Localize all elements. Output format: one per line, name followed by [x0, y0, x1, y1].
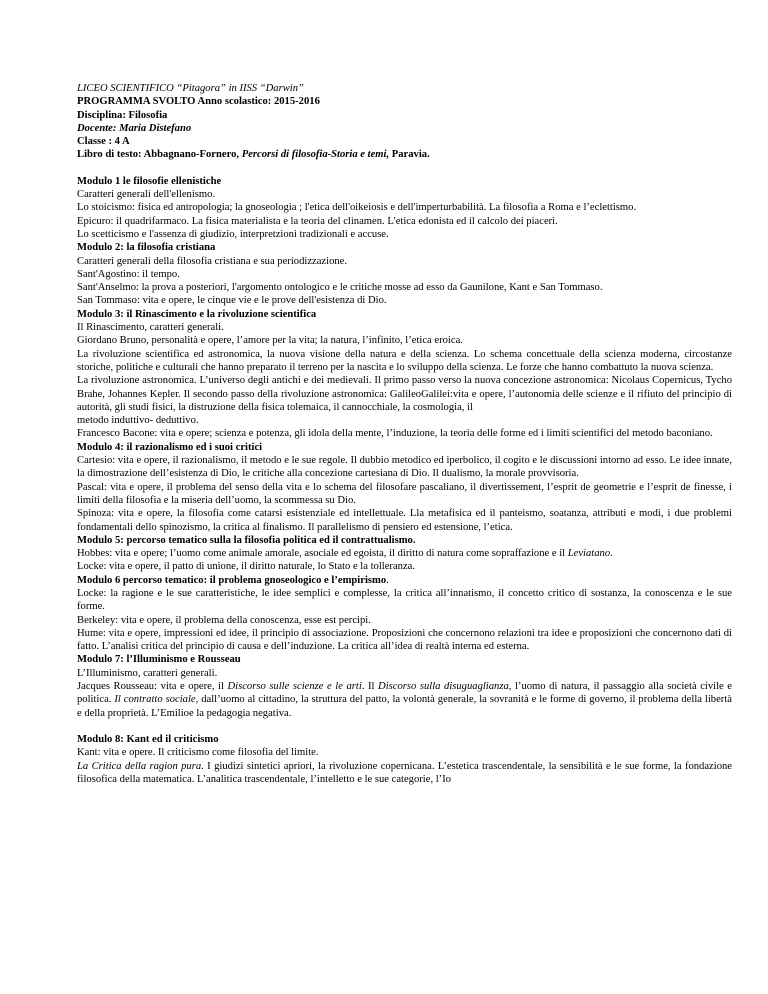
textbook-title: Percorsi di filosofia-Storia e temi, — [241, 149, 390, 161]
textbook-publisher: Paravia. — [389, 149, 430, 161]
document-header — [77, 82, 732, 162]
module-6-paragraph: Locke: la ragione e le sue caratteristiche, le idee semplici e complesse, la critica all’innatismo, il concetto critico di sostanza, la conoscenza e le sue forme. — [77, 587, 732, 613]
work-title: La Critica della ragion pura — [77, 760, 202, 772]
module-6-title-end: . — [386, 574, 389, 586]
module-3-line: Giordano Bruno, personalità e opere, l’amore per la vita; la natura, l’infinito, l’etica eroica. — [77, 335, 463, 347]
module-2-line: Sant'Anselmo: la prova a posteriori, l'argomento ontologico e le critiche mosse ad esso da Gaunilone, Kant e San Tommaso. — [77, 282, 603, 294]
module-7-title: Modulo 7: l’Illuminismo e Rousseau — [77, 654, 241, 666]
module-8-title: Modulo 8: Kant ed il criticismo — [77, 733, 219, 745]
module-2 — [77, 241, 732, 307]
module-4-paragraph: Pascal: vita e opere, il problema del senso della vita e lo schema del filosofare pascaliano, il divertissement, l’esprit de geometrie e l’esprit de finesse, i limiti della filosofia e la miseria dell’uomo, la scommessa su Dio. — [77, 481, 732, 506]
module-8 — [77, 733, 732, 786]
module-7 — [77, 653, 732, 719]
work-title: Il contratto sociale — [114, 694, 196, 706]
subject-line: Disciplina: Filosofia — [77, 109, 168, 121]
module-3 — [77, 308, 732, 441]
work-title: Discorso sulle scienze e le arti — [227, 681, 362, 693]
module-4-paragraph: Cartesio: vita e opere, il razionalismo, il metodo e le sue regole. Il dubbio metodico ed iperbolico, il cogito e le discussioni intorno ad esso. Le idee innate, la dimostrazione dell’esistenza di Dio, le critiche alla concezione cartesiana di Dio. Il dualismo, la morale provvisoria. — [77, 455, 732, 480]
module-7-paragraph — [77, 680, 732, 720]
module-5-line — [77, 547, 732, 560]
school-name: LICEO SCIENTIFICO “Pitagora” in IISS “Darwin” — [77, 83, 304, 94]
module-5-line: Locke: vita e opere, il patto di unione, il diritto naturale, lo Stato e la tolleranza. — [77, 561, 416, 573]
module-7-text: , l’uomo di natura, il passaggio alla società civile e politica. — [77, 681, 733, 706]
module-7-text: . Il — [361, 681, 379, 693]
module-8-paragraph — [77, 760, 732, 787]
textbook-prefix: Libro di testo: Abbagnano-Fornero, — [77, 149, 242, 161]
module-7-text: Jacques Rousseau: vita e opere, il — [77, 681, 228, 693]
module-4-title: Modulo 4: il razionalismo ed i suoi critici — [77, 441, 263, 453]
module-2-title: Modulo 2: la filosofia cristiana — [77, 242, 216, 254]
module-1-line: Epicuro: il quadrifarmaco. La fisica materialista e la teoria del clinamen. L'etica edonista ed il calcolo dei piaceri. — [77, 215, 558, 227]
module-3-title: Modulo 3: il Rinascimento e la rivoluzione scientifica — [77, 308, 317, 320]
module-3-paragraph: La rivoluzione astronomica. L’universo degli antichi e dei medievali. Il primo passo verso la nuova concezione astronomica: Nicolaus Copernicus, Tycho Brahe, Johannes Kepler. Il secondo passo della rivoluzione astronomica: GalileoGalilei:vita e opere, l’autonomia delle scienze e il rifiuto del principio di autorità, gli studi fisici, la distruzione della fisica tolemaica, il cannocchiale, la cosmologia, il — [77, 375, 732, 413]
module-6-line: Berkeley: vita e opere, il problema della conoscenza, esse est percipi. — [77, 614, 371, 626]
module-4-paragraph: Spinoza: vita e opere, la filosofia come catarsi esistenziale ed intellettuale. Lla metafisica ed il panteismo, soatanza, attributi e modi, i due problemi fondamentali dello spinozismo, la critica al finalismo. Il parallelismo di pensiero ed estensione, l’etica. — [77, 508, 732, 533]
module-7-line: L’Illuminismo, caratteri generali. — [77, 667, 218, 679]
textbook-line — [77, 148, 732, 161]
module-6-title — [77, 574, 732, 587]
leviatano-title: Leviatano — [567, 548, 611, 560]
module-2-line: San Tommaso: vita e opere, le cinque vie e le prove dell'esistenza di Dio. — [77, 295, 387, 307]
work-title: Discorso sulla disuguaglianza — [378, 681, 509, 693]
module-3-paragraph: La rivoluzione scientifica ed astronomica, la nuova visione della natura e della scienza. Lo schema concettuale della scienza moderna, circostanze storiche, politiche e culturali che hanno preparato il terreno per la nascita e lo sviluppo della scienza. Le forze che hanno combattuto la nuova scienza. — [77, 348, 732, 373]
class-line: Classe : 4 A — [77, 136, 130, 148]
module-1 — [77, 175, 732, 241]
module-1-line: Lo stoicismo: fisica ed antropologia; la gnoseologia ; l'etica dell'oikeiosis e dell'imperturbabilità. La filosofia a Roma e l’eclettismo. — [77, 202, 637, 214]
module-5-text: . — [610, 548, 613, 560]
module-5 — [77, 534, 732, 574]
module-1-line: Lo scetticismo e l'assenza di giudizio, interpretzioni tradizionali e accuse. — [77, 228, 389, 240]
module-8-line: Kant: vita e opere. Il criticismo come filosofia del limite. — [77, 747, 319, 759]
module-8-text: . I giudizi sintetici apriori, la rivoluzione copernicana. L’estetica trascendentale, la sensibilità e le sue forme, la fondazione filosofica della matematica. L’analitica trascendentale, l’intelletto e le sue categorie, l’Io — [77, 760, 732, 785]
module-6 — [77, 574, 732, 654]
module-6-paragraph: Hume: vita e opere, impressioni ed idee, il principio di associazione. Proposizioni che concernono relazioni tra idee e proposizioni che concernono dati di fatto. L’analisi critica del principio di causa e dell’induzione. La critica all’idea di realtà interna ed esterna. — [77, 627, 732, 653]
module-7-text: , dall’uomo al cittadino, la struttura del patto, la volontà generale, la sovranità e le forme di governo, il problema della libertà e della proprietà. L’Emilioe la pedagogia negativa. — [77, 694, 732, 719]
module-2-line: Sant'Agostino: il tempo. — [77, 268, 180, 280]
module-2-line: Caratteri generali della filosofia cristiana e sua periodizzazione. — [77, 255, 348, 267]
teacher-line: Docente: Maria Distefano — [77, 122, 192, 134]
module-5-text: Hobbes: vita e opere; l’uomo come animale amorale, asociale ed egoista, il diritto di natura come sopraffazione e il — [77, 548, 568, 560]
module-1-title: Modulo 1 le filosofie ellenistiche — [77, 175, 222, 187]
module-5-title: Modulo 5: percorso tematico sulla la filosofia politica ed il contrattualismo. — [77, 534, 416, 546]
module-3-line: metodo induttivo- deduttivo. — [77, 415, 199, 427]
programme-title: PROGRAMMA SVOLTO Anno scolastico: 2015-2016 — [77, 96, 320, 108]
module-3-line: Il Rinascimento, caratteri generali. — [77, 322, 224, 334]
module-4 — [77, 441, 732, 534]
module-3-paragraph: Francesco Bacone: vita e opere; scienza e potenza, gli idola della mente, l’induzione, la teoria delle forme ed i limiti scientifici del metodo baconiano. — [77, 428, 713, 440]
module-6-title-text: Modulo 6 percorso tematico: il problema gnoseologico e l’empirismo — [77, 574, 387, 586]
module-1-line: Caratteri generali dell'ellenismo. — [77, 189, 216, 201]
